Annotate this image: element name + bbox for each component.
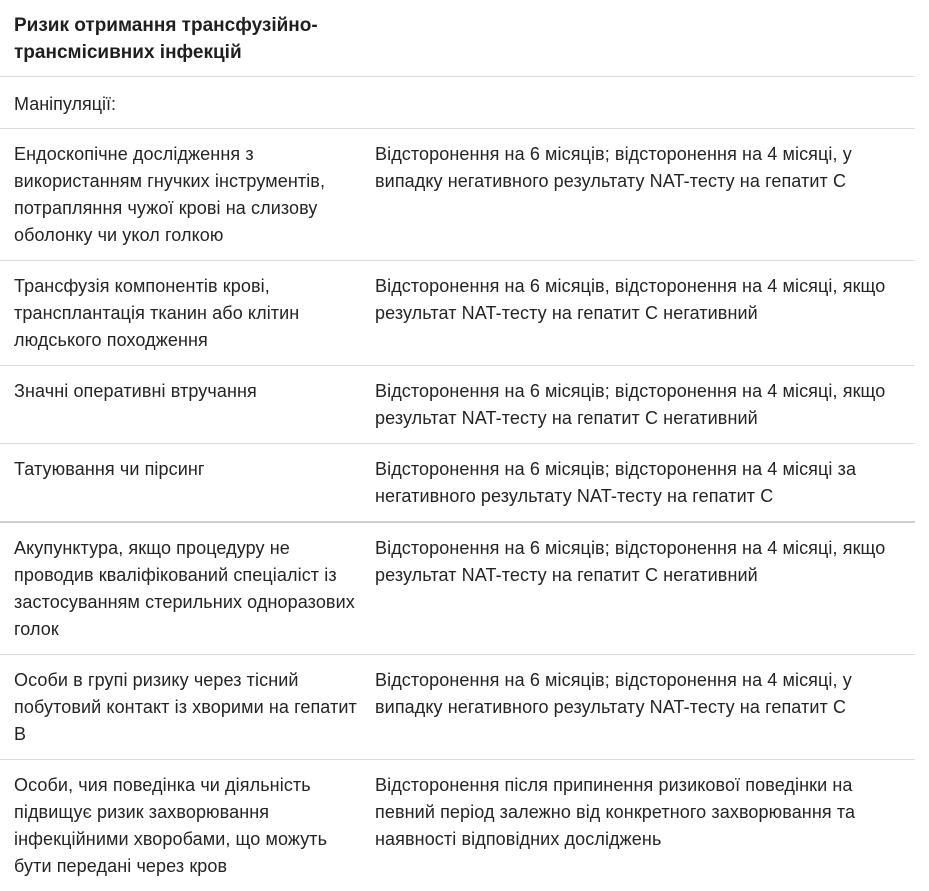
section-label: Маніпуляції: xyxy=(0,77,915,129)
deferral-cell: Відсторонення після припинення ризикової поведінки на певний період залежно від конкретного захворювання та наявності відповідних досліджень xyxy=(375,775,856,849)
deferral-cell: Відсторонення на 6 місяців; відсторонення на 4 місяці, якщо результат NAT-тесту на гепатит С негативний xyxy=(375,538,886,585)
table-row xyxy=(0,655,915,760)
table-row xyxy=(0,760,915,891)
procedure-cell: Татуювання чи пірсинг xyxy=(14,459,205,479)
deferral-cell: Відсторонення на 6 місяців; відсторонення на 4 місяці, у випадку негативного результату NAT-тесту на гепатит С xyxy=(375,144,852,191)
table-title: Ризик отримання трансфузійно-трансмісивних інфекцій xyxy=(14,15,318,63)
table-title-row xyxy=(0,0,915,77)
procedure-cell: Ендоскопічне дослідження з використанням гнучких інструментів, потрапляння чужої крові на слизову оболонку чи укол голкою xyxy=(14,144,326,245)
procedure-cell: Трансфузія компонентів крові, трансплантація тканин або клітин людського походження xyxy=(14,276,300,350)
table-row xyxy=(0,129,915,261)
table-row xyxy=(0,523,915,655)
deferral-cell: Відсторонення на 6 місяців; відсторонення на 4 місяці за негативного результату NAT-тесту на гепатит С xyxy=(375,459,857,506)
table-row xyxy=(0,366,915,444)
procedure-cell: Значні оперативні втручання xyxy=(14,381,257,401)
procedure-cell: Особи в групі ризику через тісний побутовий контакт із хворими на гепатит В xyxy=(14,670,357,744)
deferral-cell: Відсторонення на 6 місяців; відсторонення на 4 місяці, у випадку негативного результату NAT-тесту на гепатит С xyxy=(375,670,852,717)
procedure-cell: Акупунктура, якщо процедуру не проводив кваліфікований спеціаліст із застосуванням стерильних одноразових голок xyxy=(14,538,355,639)
procedure-cell: Особи, чия поведінка чи діяльність підвищує ризик захворювання інфекційними хворобами, що можуть бути передані через кров xyxy=(14,775,328,876)
deferral-cell: Відсторонення на 6 місяців; відсторонення на 4 місяці, якщо результат NAT-тесту на гепатит С негативний xyxy=(375,381,886,428)
deferral-cell: Відсторонення на 6 місяців, відсторонення на 4 місяці, якщо результат NAT-тесту на гепатит С негативний xyxy=(375,276,886,323)
table-row xyxy=(0,261,915,366)
table-row xyxy=(0,444,915,523)
